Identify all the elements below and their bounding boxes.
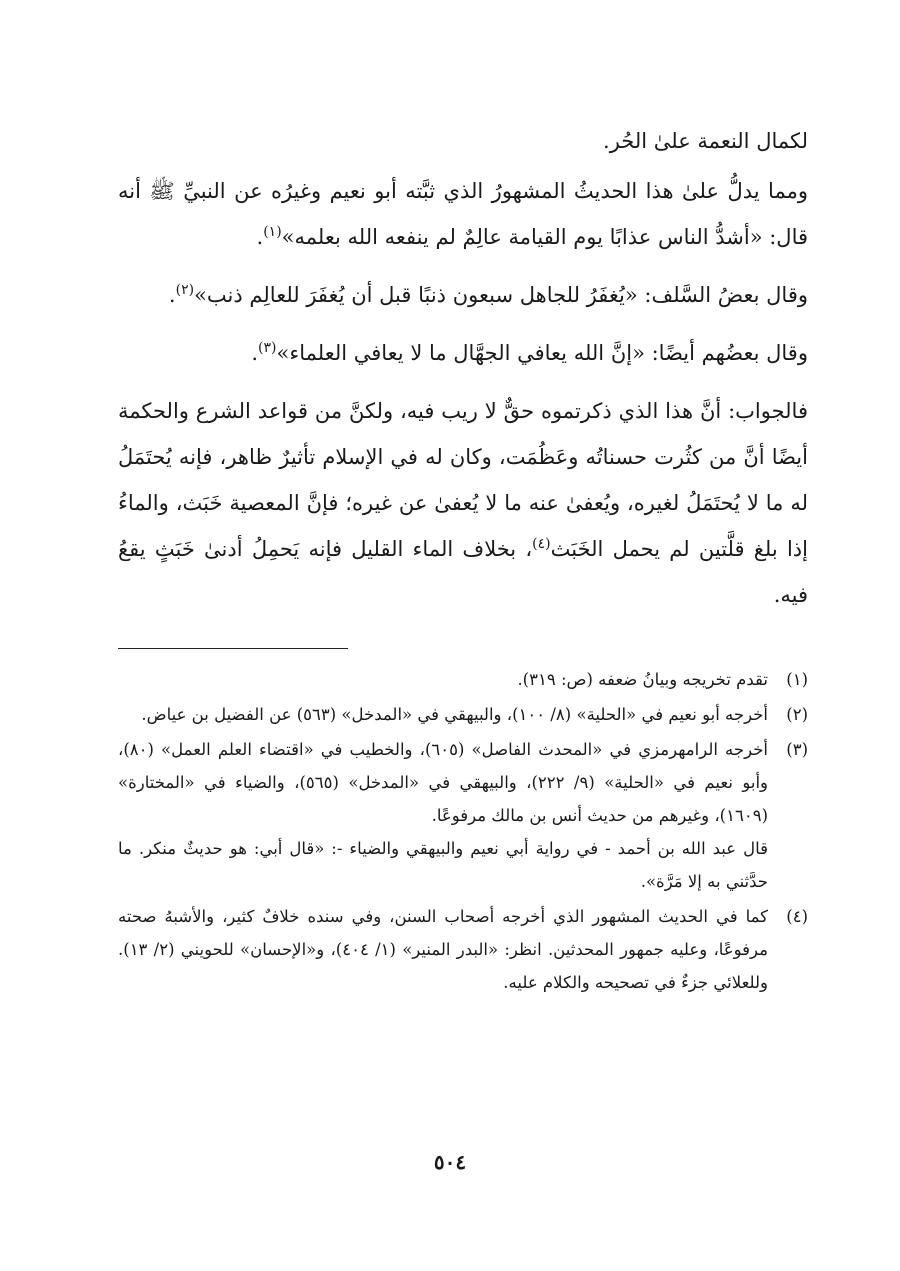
paragraph-5 — [118, 388, 808, 618]
body-text — [118, 118, 808, 618]
footnote-text: كما في الحديث المشهور الذي أخرجه أصحاب السنن، وفي سنده خلافٌ كثير، والأشبهُ صحته مرفوعًا، وعليه جمهور المحدثين. انظر: «البدر المنير» (١/ ٤٠٤)، و«الإحسان» للحويني (٢/ ١٣). وللعلائي جزءٌ في تصحيحه والكلام عليه. — [118, 907, 768, 992]
paragraph-4-text: وقال بعضُهم أيضًا: «إنَّ الله يعافي الجهَّال ما لا يعافي العلماء» — [276, 341, 808, 365]
footnote-body — [118, 900, 768, 999]
footnote-body — [118, 698, 768, 731]
paragraph-3-tail: . — [168, 283, 176, 307]
footnote-ref-4[interactable]: (٤) — [532, 536, 551, 552]
paragraph-1 — [118, 118, 808, 164]
footnote-2 — [118, 698, 808, 731]
footnotes-list — [118, 663, 808, 999]
footnote-number: (٢) — [786, 705, 808, 724]
paragraph-3-text: وقال بعضُ السَّلف: «يُغفَرُ للجاهل سبعون ذنبًا قبل أن يُغفَرَ للعالِم ذنب» — [194, 283, 808, 307]
paragraph-2 — [118, 168, 808, 260]
footnote-divider — [118, 648, 348, 649]
page-content — [118, 118, 808, 1001]
paragraph-5-tail: ، بخلاف الماء القليل فإنه يَحمِلُ أدنىٰ خَبَثٍ يقعُ فيه. — [118, 537, 808, 607]
footnote-number: (١) — [786, 670, 808, 689]
paragraph-4 — [118, 330, 808, 376]
footnote-text: تقدم تخريجه وبيانُ ضعفه (ص: ٣١٩). — [517, 670, 768, 689]
footnote-text: أخرجه الرامهرمزي في «المحدث الفاصل» (٦٠٥)، والخطيب في «اقتضاء العلم العمل» (٨٠)، وأبو نعيم في «الحلية» (٩/ ٢٢٢)، والبيهقي في «المدخل» (٥٦٥)، والضياء في «المختارة» (١٦٠٩)، وغيرهم من حديث أنس بن مالك مرفوعًا. — [118, 740, 768, 825]
footnote-3 — [118, 733, 808, 898]
footnote-4 — [118, 900, 808, 999]
paragraph-5-text: فالجواب: أنَّ هذا الذي ذكرتموه حقٌّ لا ريب فيه، ولكنَّ من قواعد الشرع والحكمة أيضًا أنَّ من كثُرت حسناتُه وعَظُمَت، وكان له في الإسلام تأثيرٌ ظاهر، فإنه يُحتَمَلُ له ما لا يُحتَمَلُ لغيره، ويُعفىٰ عنه ما لا يُعفىٰ عن غيره؛ فإنَّ المعصية خَبَث، والماءُ إذا بلغ قلَّتين لم يحمل الخَبَث — [118, 399, 808, 561]
footnote-ref-1[interactable]: (١) — [263, 224, 282, 240]
paragraph-2-text: ومما يدلُّ علىٰ هذا الحديثُ المشهورُ الذي ثبَّته أبو نعيم وغيرُه عن النبيِّ ﷺ أنه قال: «أشدُّ الناس عذابًا يوم القيامة عالِمٌ لم ينفعه الله بعلمه» — [118, 179, 808, 249]
footnote-ref-2[interactable]: (٢) — [175, 282, 195, 298]
footnote-body — [118, 733, 768, 898]
paragraph-1-text: لكمال النعمة علىٰ الحُر. — [603, 129, 808, 153]
page-number: ٥٠٤ — [433, 1150, 467, 1174]
footnote-body — [118, 663, 768, 696]
footnote-number: (٣) — [786, 740, 808, 759]
paragraph-4-tail: . — [251, 341, 259, 365]
footnote-ref-3[interactable]: (٣) — [258, 340, 277, 356]
footnote-1 — [118, 663, 808, 696]
footnote-number: (٤) — [786, 907, 808, 926]
footnote-text: قال عبد الله بن أحمد - في رواية أبي نعيم والبيهقي والضياء -: «قال أبي: هو حديثٌ منكر. ما حدَّثني به إلا مَرَّة». — [118, 839, 768, 891]
paragraph-2-tail: . — [256, 225, 264, 249]
footnote-text: أخرجه أبو نعيم في «الحلية» (٨/ ١٠٠)، والبيهقي في «المدخل» (٥٦٣) عن الفضيل بن عياض. — [141, 705, 768, 724]
paragraph-3 — [118, 272, 808, 318]
